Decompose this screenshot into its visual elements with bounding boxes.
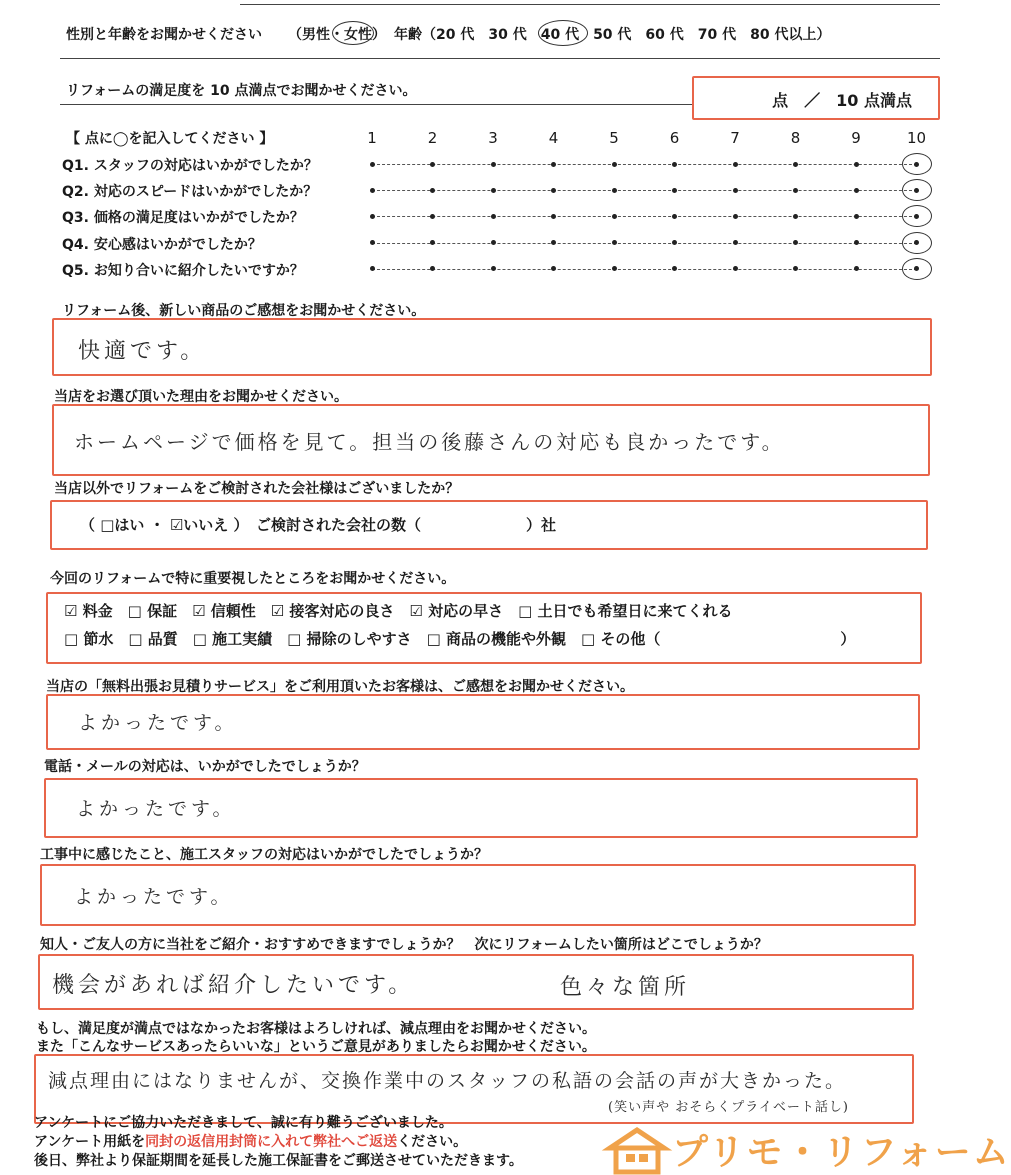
- rating-point[interactable]: [672, 162, 677, 167]
- age-options: 年齢（20 代 30 代 40 代 50 代 60 代 70 代 80 代以上）: [394, 27, 831, 43]
- footer-return-line: [34, 1131, 467, 1151]
- rating-line: [372, 269, 917, 270]
- impression-answer-box[interactable]: [52, 318, 932, 376]
- rating-point[interactable]: [612, 240, 617, 245]
- estimate-answer: よかったです。: [78, 712, 238, 734]
- house-logo-icon: [606, 1126, 668, 1172]
- rating-point[interactable]: [612, 266, 617, 271]
- rating-point[interactable]: [672, 240, 677, 245]
- rating-question-label: Q2. 対応のスピードはいかがでしたか？: [62, 184, 318, 201]
- scale-number: 7: [730, 129, 740, 147]
- header-rule: [60, 58, 940, 59]
- rating-point[interactable]: [491, 266, 496, 271]
- rating-point[interactable]: [430, 162, 435, 167]
- age-40-circle-mark: [538, 20, 588, 46]
- rating-point[interactable]: [430, 240, 435, 245]
- rating-point[interactable]: [672, 188, 677, 193]
- top-rule: [240, 4, 940, 5]
- gender-age-prompt: 性別と年齢をお聞かせください: [66, 27, 262, 43]
- reason-answer-box[interactable]: [52, 404, 930, 476]
- rating-point[interactable]: [854, 162, 859, 167]
- rating-point[interactable]: [551, 240, 556, 245]
- footer-return-post: ください。: [397, 1134, 468, 1150]
- rating-point[interactable]: [551, 266, 556, 271]
- impression-prompt: リフォーム後、新しい商品のご感想をお聞かせください。: [62, 303, 426, 319]
- phone-mail-prompt: 電話・メールの対応は、いかがでしたでしょうか？: [44, 759, 366, 775]
- reason-answer: ホームページで価格を見て。担当の後藤さんの対応も良かったです。: [74, 430, 785, 454]
- rating-point[interactable]: [672, 214, 677, 219]
- rating-point[interactable]: [854, 266, 859, 271]
- rating-line: [372, 216, 917, 217]
- other-companies-answer-box[interactable]: [50, 500, 928, 550]
- rating-point[interactable]: [793, 188, 798, 193]
- rating-selected-circle: [902, 179, 932, 201]
- phone-mail-answer-box[interactable]: [44, 778, 918, 838]
- rating-line: [372, 164, 917, 165]
- scale-number: 2: [427, 129, 438, 147]
- rating-selected-circle: [902, 205, 932, 227]
- scale-number: 10: [906, 129, 927, 147]
- rating-point[interactable]: [793, 214, 798, 219]
- footer-return-red: 同封の返信用封筒に入れて弊社へご返送: [145, 1134, 398, 1150]
- rating-selected-circle: [902, 258, 932, 280]
- rating-point[interactable]: [430, 266, 435, 271]
- rating-point[interactable]: [854, 188, 859, 193]
- rating-selected-circle: [902, 153, 932, 175]
- rating-point[interactable]: [370, 188, 375, 193]
- scale-number: 5: [609, 129, 619, 147]
- priorities-row-1: ☑ 料金 □ 保証 ☑ 信頼性 ☑ 接客対応の良さ ☑ 対応の早さ □ 土日でも希望日に来てくれる: [64, 602, 733, 620]
- footer-warranty: 後日、弊社より保証期間を延長した施工保証書をご郵送させていただきます。: [34, 1153, 523, 1169]
- rating-question-label: Q1. スタッフの対応はいかがでしたか？: [62, 158, 318, 174]
- construction-answer: よかったです。: [74, 886, 234, 908]
- rating-point[interactable]: [733, 188, 738, 193]
- rating-point[interactable]: [491, 214, 496, 219]
- rating-instruction: 【 点に◯を記入してください 】: [66, 131, 274, 147]
- rating-point[interactable]: [672, 266, 677, 271]
- scale-number: 1: [367, 129, 377, 147]
- deduction-answer: 減点理由にはなりませんが、交換作業中のスタッフの私語の会話の声が大きかった。: [48, 1070, 847, 1092]
- referral-answer-box[interactable]: [38, 954, 914, 1010]
- rating-point[interactable]: [612, 188, 617, 193]
- scale-number: 9: [851, 129, 861, 147]
- priorities-box[interactable]: [46, 592, 922, 664]
- construction-answer-box[interactable]: [40, 864, 916, 926]
- rating-point[interactable]: [854, 240, 859, 245]
- rating-point[interactable]: [733, 240, 738, 245]
- rating-point[interactable]: [491, 162, 496, 167]
- other-companies-answer: （ □はい ・ ☑いいえ ） ご検討された会社の数（ ）社: [80, 516, 557, 534]
- rating-point[interactable]: [551, 214, 556, 219]
- rating-line: [372, 190, 917, 191]
- rating-point[interactable]: [551, 162, 556, 167]
- rating-point[interactable]: [793, 266, 798, 271]
- female-circle-mark: [332, 21, 374, 45]
- rating-point[interactable]: [733, 162, 738, 167]
- referral-next-place: 色々な箇所: [560, 975, 691, 1000]
- rating-question-label: Q5. お知り合いに紹介したいですか？: [62, 262, 304, 279]
- footer-return-pre: アンケート用紙を: [34, 1134, 146, 1150]
- estimate-answer-box[interactable]: [46, 694, 920, 750]
- rating-question-label: Q3. 価格の満足度はいかがでしたか？: [62, 210, 304, 227]
- satisfaction-prompt: リフォームの満足度を 10 点満点でお聞かせください。: [66, 83, 417, 99]
- score-box-label: 点 ／ 10 点満点: [772, 91, 912, 110]
- rating-question-label: Q4. 安心感はいかがでしたか？: [62, 236, 262, 253]
- logo-text: プリモ・リフォーム: [672, 1132, 1011, 1173]
- priorities-row-2: □ 節水 □ 品質 □ 施工実績 □ 掃除のしやすさ □ 商品の機能や外観 □ その他（ ）: [64, 630, 856, 648]
- scale-number: 4: [548, 129, 559, 147]
- estimate-prompt: 当店の「無料出張お見積りサービス」をご利用頂いたお客様は、ご感想をお聞かせください。: [46, 679, 634, 695]
- footer-thanks: アンケートにご協力いただきまして、誠に有り難うございました。: [34, 1115, 453, 1131]
- satisfaction-rule: [60, 104, 692, 105]
- rating-point[interactable]: [793, 240, 798, 245]
- rating-selected-circle: [902, 232, 932, 254]
- gender-options: （男性・女性）: [288, 27, 386, 43]
- rating-point[interactable]: [854, 214, 859, 219]
- rating-point[interactable]: [430, 188, 435, 193]
- rating-point[interactable]: [370, 214, 375, 219]
- rating-point[interactable]: [491, 240, 496, 245]
- rating-point[interactable]: [491, 188, 496, 193]
- construction-prompt: 工事中に感じたこと、施工スタッフの対応はいかがでしたでしょうか？: [40, 847, 488, 863]
- reason-prompt: 当店をお選び頂いた理由をお聞かせください。: [54, 389, 348, 405]
- rating-point[interactable]: [370, 240, 375, 245]
- rating-point[interactable]: [733, 214, 738, 219]
- scale-number: 3: [488, 129, 498, 147]
- rating-point[interactable]: [551, 188, 556, 193]
- referral-answer: 機会があれば紹介したいです。: [52, 973, 415, 998]
- deduction-prompt-2: また「こんなサービスあったらいいな」というご意見がありましたらお聞かせください。: [36, 1039, 596, 1055]
- scale-number: 6: [669, 129, 680, 147]
- scale-number: 8: [790, 129, 801, 147]
- referral-prompt: 知人・ご友人の方に当社をご紹介・おすすめできますでしょうか？ 次にリフォームしたい箇所はどこでしょうか？: [40, 937, 768, 953]
- score-box[interactable]: [692, 76, 940, 120]
- rating-point[interactable]: [733, 266, 738, 271]
- phone-mail-answer: よかったです。: [76, 798, 236, 820]
- priorities-prompt: 今回のリフォームで特に重要視したところをお聞かせください。: [50, 571, 456, 587]
- rating-point[interactable]: [793, 162, 798, 167]
- rating-point[interactable]: [430, 214, 435, 219]
- deduction-prompt-1: もし、満足度が満点ではなかったお客様はよろしければ、減点理由をお聞かせください。: [36, 1021, 596, 1037]
- rating-line: [372, 243, 917, 244]
- deduction-answer-note: (笑い声や おそらくプライベート話し): [608, 1100, 849, 1115]
- rating-point[interactable]: [612, 214, 617, 219]
- company-logo: [606, 1124, 1011, 1173]
- rating-point[interactable]: [370, 266, 375, 271]
- rating-point[interactable]: [370, 162, 375, 167]
- impression-answer: 快適です。: [78, 339, 207, 364]
- rating-point[interactable]: [612, 162, 617, 167]
- other-companies-prompt: 当店以外でリフォームをご検討された会社様はございましたか？: [54, 481, 460, 497]
